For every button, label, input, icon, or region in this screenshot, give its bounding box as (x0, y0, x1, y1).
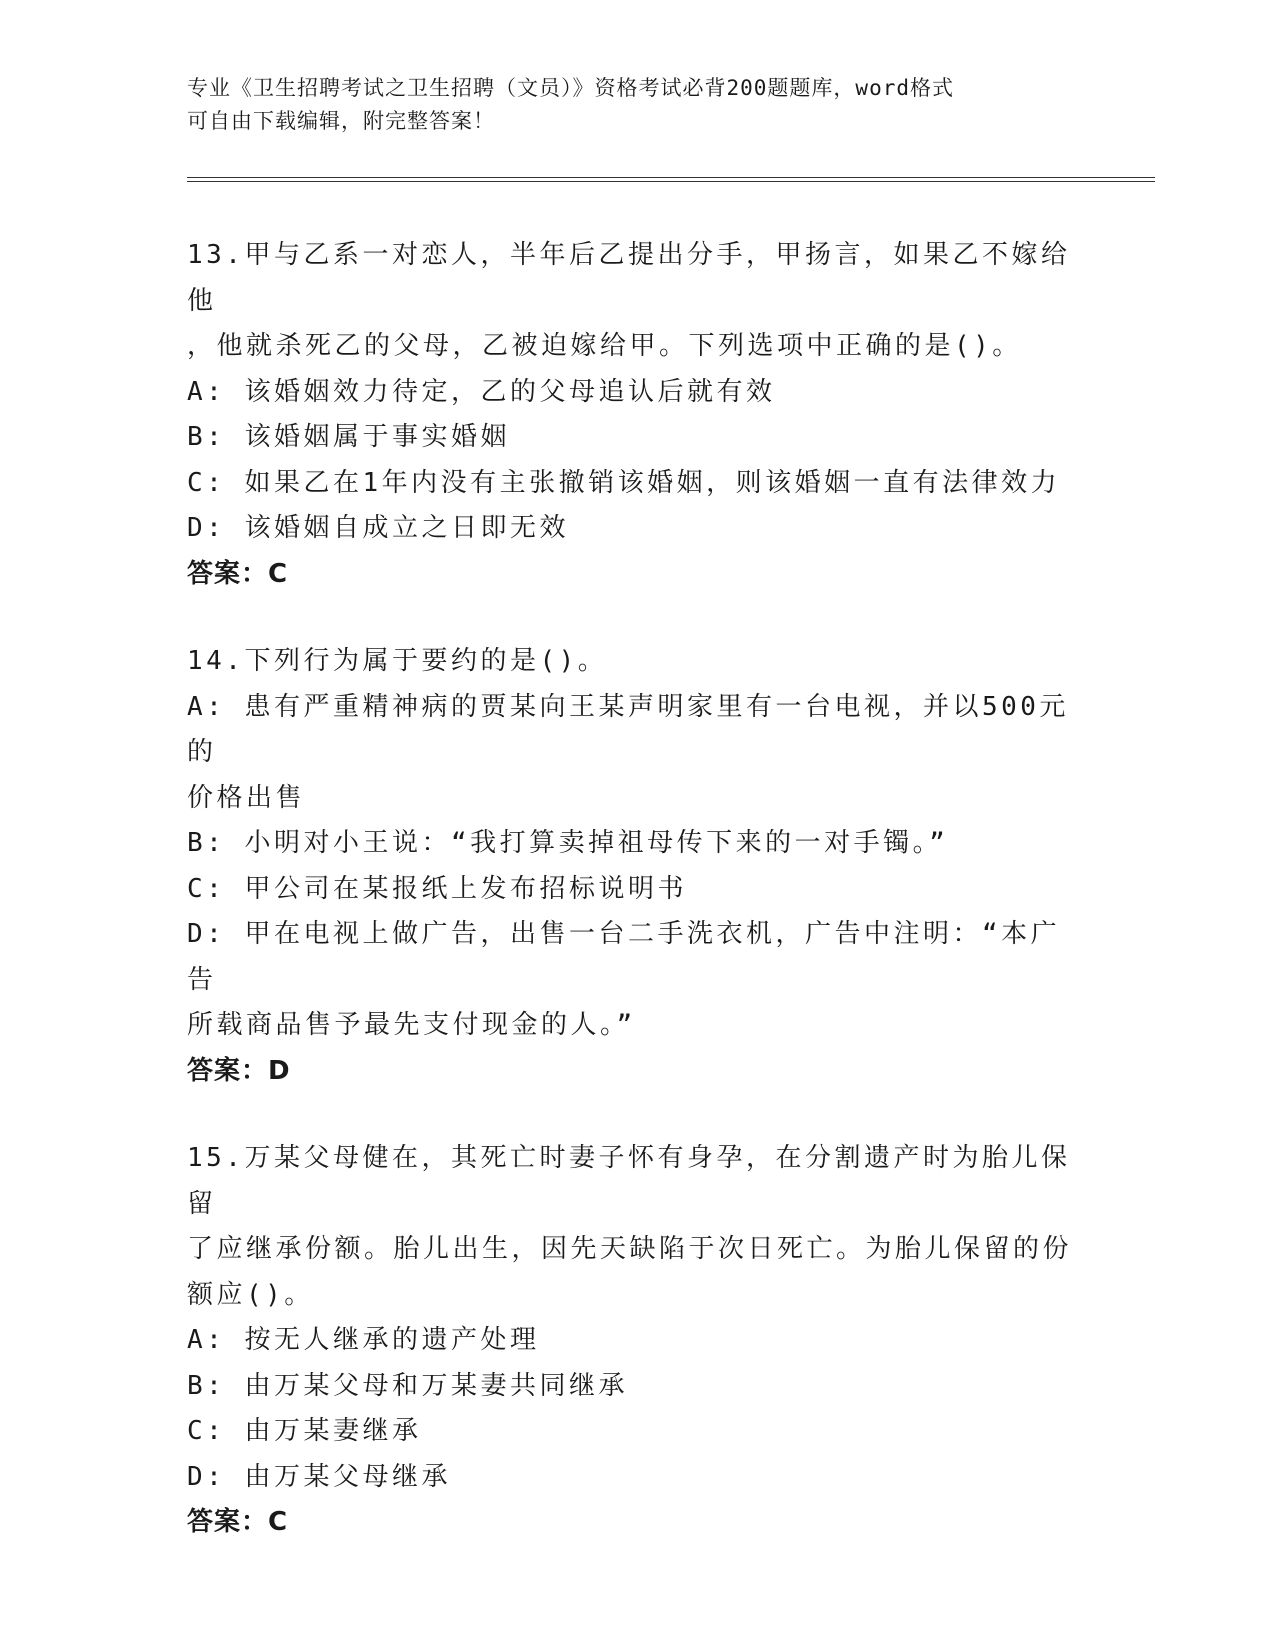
option-d-continued: 所载商品售予最先支付现金的人。” (187, 1010, 636, 1040)
question-13 (187, 233, 1087, 597)
header-line-2: 可自由下载编辑，附完整答案！ (187, 109, 495, 133)
question-stem-line: 14.下列行为属于要约的是()。 (187, 646, 608, 676)
answer-label: 答案：C (187, 558, 289, 589)
question-stem-line: 额应()。 (187, 1279, 314, 1310)
header-divider (187, 177, 1155, 182)
question-stem-line: 15.万某父母健在，其死亡时妻子怀有身孕，在分割遗产时为胎儿保留 (187, 1143, 1071, 1219)
answer-label: 答案：C (187, 1507, 289, 1537)
option-d: D: 该婚姻自成立之日即无效 (187, 513, 569, 543)
question-stem-line: ，他就杀死乙的父母，乙被迫嫁给甲。下列选项中正确的是()。 (187, 331, 1022, 361)
document-header (187, 72, 1067, 138)
option-b: B: 由万某父母和万某妻共同继承 (187, 1370, 628, 1401)
question-list (187, 233, 1087, 1588)
question-stem-line: 13.甲与乙系一对恋人，半年后乙提出分手，甲扬言，如果乙不嫁给他 (187, 240, 1071, 316)
option-a-continued: 价格出售 (187, 782, 306, 813)
header-line-1: 专业《卫生招聘考试之卫生招聘（文员）》资格考试必背200题题库，word格式 (187, 76, 954, 100)
option-b: B: 该婚姻属于事实婚姻 (187, 422, 510, 452)
option-a: A: 该婚姻效力待定，乙的父母追认后就有效 (187, 376, 776, 407)
option-c: C: 甲公司在某报纸上发布招标说明书 (187, 873, 687, 904)
answer-label: 答案：D (187, 1055, 291, 1086)
option-a: A: 患有严重精神病的贾某向王某声明家里有一台电视，并以500元的 (187, 691, 1069, 767)
option-d: D: 由万某父母继承 (187, 1461, 451, 1492)
question-stem-line: 了应继承份额。胎儿出生，因先天缺陷于次日死亡。为胎儿保留的份 (187, 1234, 1073, 1264)
question-14 (187, 639, 1087, 1094)
option-a: A: 按无人继承的遗产处理 (187, 1325, 540, 1355)
option-d: D: 甲在电视上做广告，出售一台二手洗衣机，广告中注明：“本广告 (187, 919, 1061, 995)
option-c: C: 由万某妻继承 (187, 1416, 422, 1446)
option-b: B: 小明对小王说：“我打算卖掉祖母传下来的一对手镯。” (187, 828, 949, 858)
option-c: C: 如果乙在1年内没有主张撤销该婚姻，则该婚姻一直有法律效力 (187, 467, 1061, 498)
question-15 (187, 1136, 1087, 1546)
